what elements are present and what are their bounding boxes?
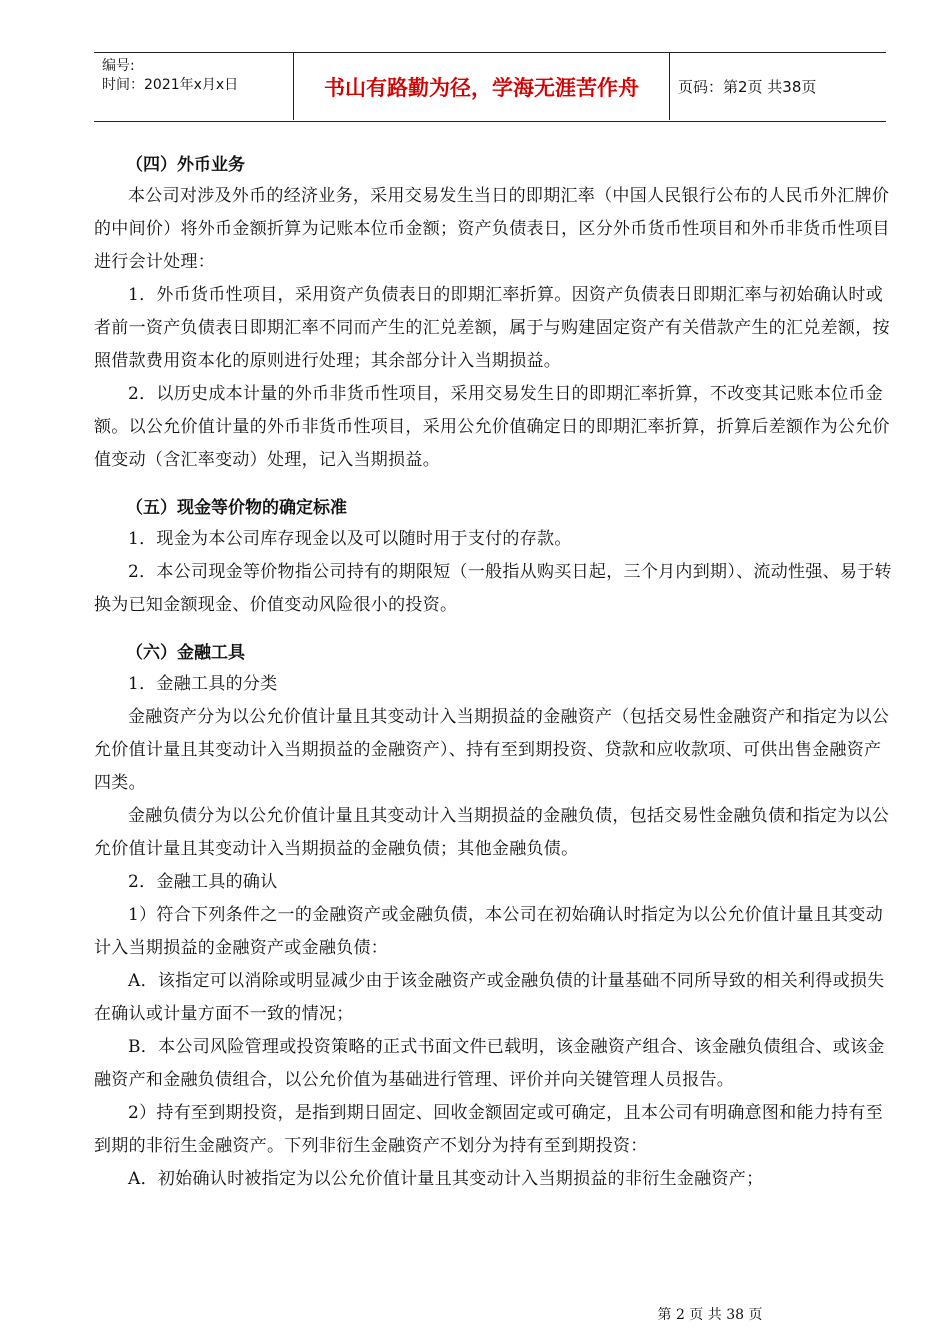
paragraph: 2．金融工具的确认 — [128, 872, 278, 892]
section-heading-5: （五）现金等价物的确定标准 — [126, 498, 347, 518]
header-page-info: 页码：第2页 共38页 — [678, 78, 817, 96]
paragraph: A．初始确认时被指定为以公允价值计量且其变动计入当期损益的非衍生金融资产； — [128, 1169, 764, 1189]
section-heading-6: （六）金融工具 — [126, 643, 245, 663]
paragraph: 金融负债分为以公允价值计量且其变动计入当期损益的金融负债，包括交易性金融负债和指定为以公允价值计量且其变动计入当期损益的金融负债；其他金融负债。 — [94, 806, 890, 859]
page-footer — [0, 1304, 950, 1324]
page-header — [94, 52, 886, 122]
header-number-label: 编号: — [102, 58, 135, 74]
document-body — [94, 150, 894, 1196]
paragraph: 1．外币货币性项目，采用资产负债表日的即期汇率折算。因资产负债表日即期汇率与初始确认时或者前一资产负债表日即期汇率不同而产生的汇兑差额，属于与购建固定资产有关借款产生的汇兑差额，按照借款费用资本化的原则进行处理；其余部分计入当期损益。 — [94, 285, 890, 371]
header-motto: 书山有路勤为径，学海无涯苦作舟 — [324, 75, 639, 100]
paragraph: 1）符合下列条件之一的金融资产或金融负债，本公司在初始确认时指定为以公允价值计量且其变动计入当期损益的金融资产或金融负债： — [94, 905, 884, 958]
paragraph: A．该指定可以消除或明显减少由于该金融资产或金融负债的计量基础不同所导致的相关利得或损失在确认或计量方面不一致的情况； — [94, 971, 885, 1024]
footer-page-number: 第 2 页 共 38 页 — [657, 1307, 763, 1323]
section-heading-4: （四）外币业务 — [126, 155, 245, 175]
header-meta — [94, 53, 294, 120]
paragraph: 2）持有至到期投资，是指到期日固定、回收金额固定或可确定，且本公司有明确意图和能力持有至到期的非衍生金融资产。下列非衍生金融资产不划分为持有至到期投资： — [94, 1103, 884, 1156]
paragraph: 2．本公司现金等价物指公司持有的期限短（一般指从购买日起，三个月内到期）、流动性强、易于转换为已知金额现金、价值变动风险很小的投资。 — [94, 562, 892, 615]
paragraph: B．本公司风险管理或投资策略的正式书面文件已载明，该金融资产组合、该金融负债组合、或该金融资产和金融负债组合，以公允价值为基础进行管理、评价并向关键管理人员报告。 — [94, 1037, 885, 1090]
paragraph: 2．以历史成本计量的外币非货币性项目，采用交易发生日的即期汇率折算，不改变其记账本位币金额。以公允价值计量的外币非货币性项目，采用公允价值确定日的即期汇率折算，折算后差额作为公允价值变动（含汇率变动）处理，记入当期损益。 — [94, 384, 890, 470]
header-time-label: 时间：2021年x月x日 — [102, 77, 239, 93]
paragraph: 本公司对涉及外币的经济业务，采用交易发生当日的即期汇率（中国人民银行公布的人民币外汇牌价的中间价）将外币金额折算为记账本位币金额；资产负债表日，区分外币货币性项目和外币非货币性项目进行会计处理： — [94, 186, 890, 272]
paragraph: 1．现金为本公司库存现金以及可以随时用于支付的存款。 — [128, 529, 572, 549]
paragraph: 金融资产分为以公允价值计量且其变动计入当期损益的金融资产（包括交易性金融资产和指定为以公允价值计量且其变动计入当期损益的金融资产）、持有至到期投资、贷款和应收款项、可供出售金融资产四类。 — [94, 707, 890, 793]
paragraph: 1．金融工具的分类 — [128, 674, 278, 694]
header-motto-cell — [294, 53, 670, 120]
